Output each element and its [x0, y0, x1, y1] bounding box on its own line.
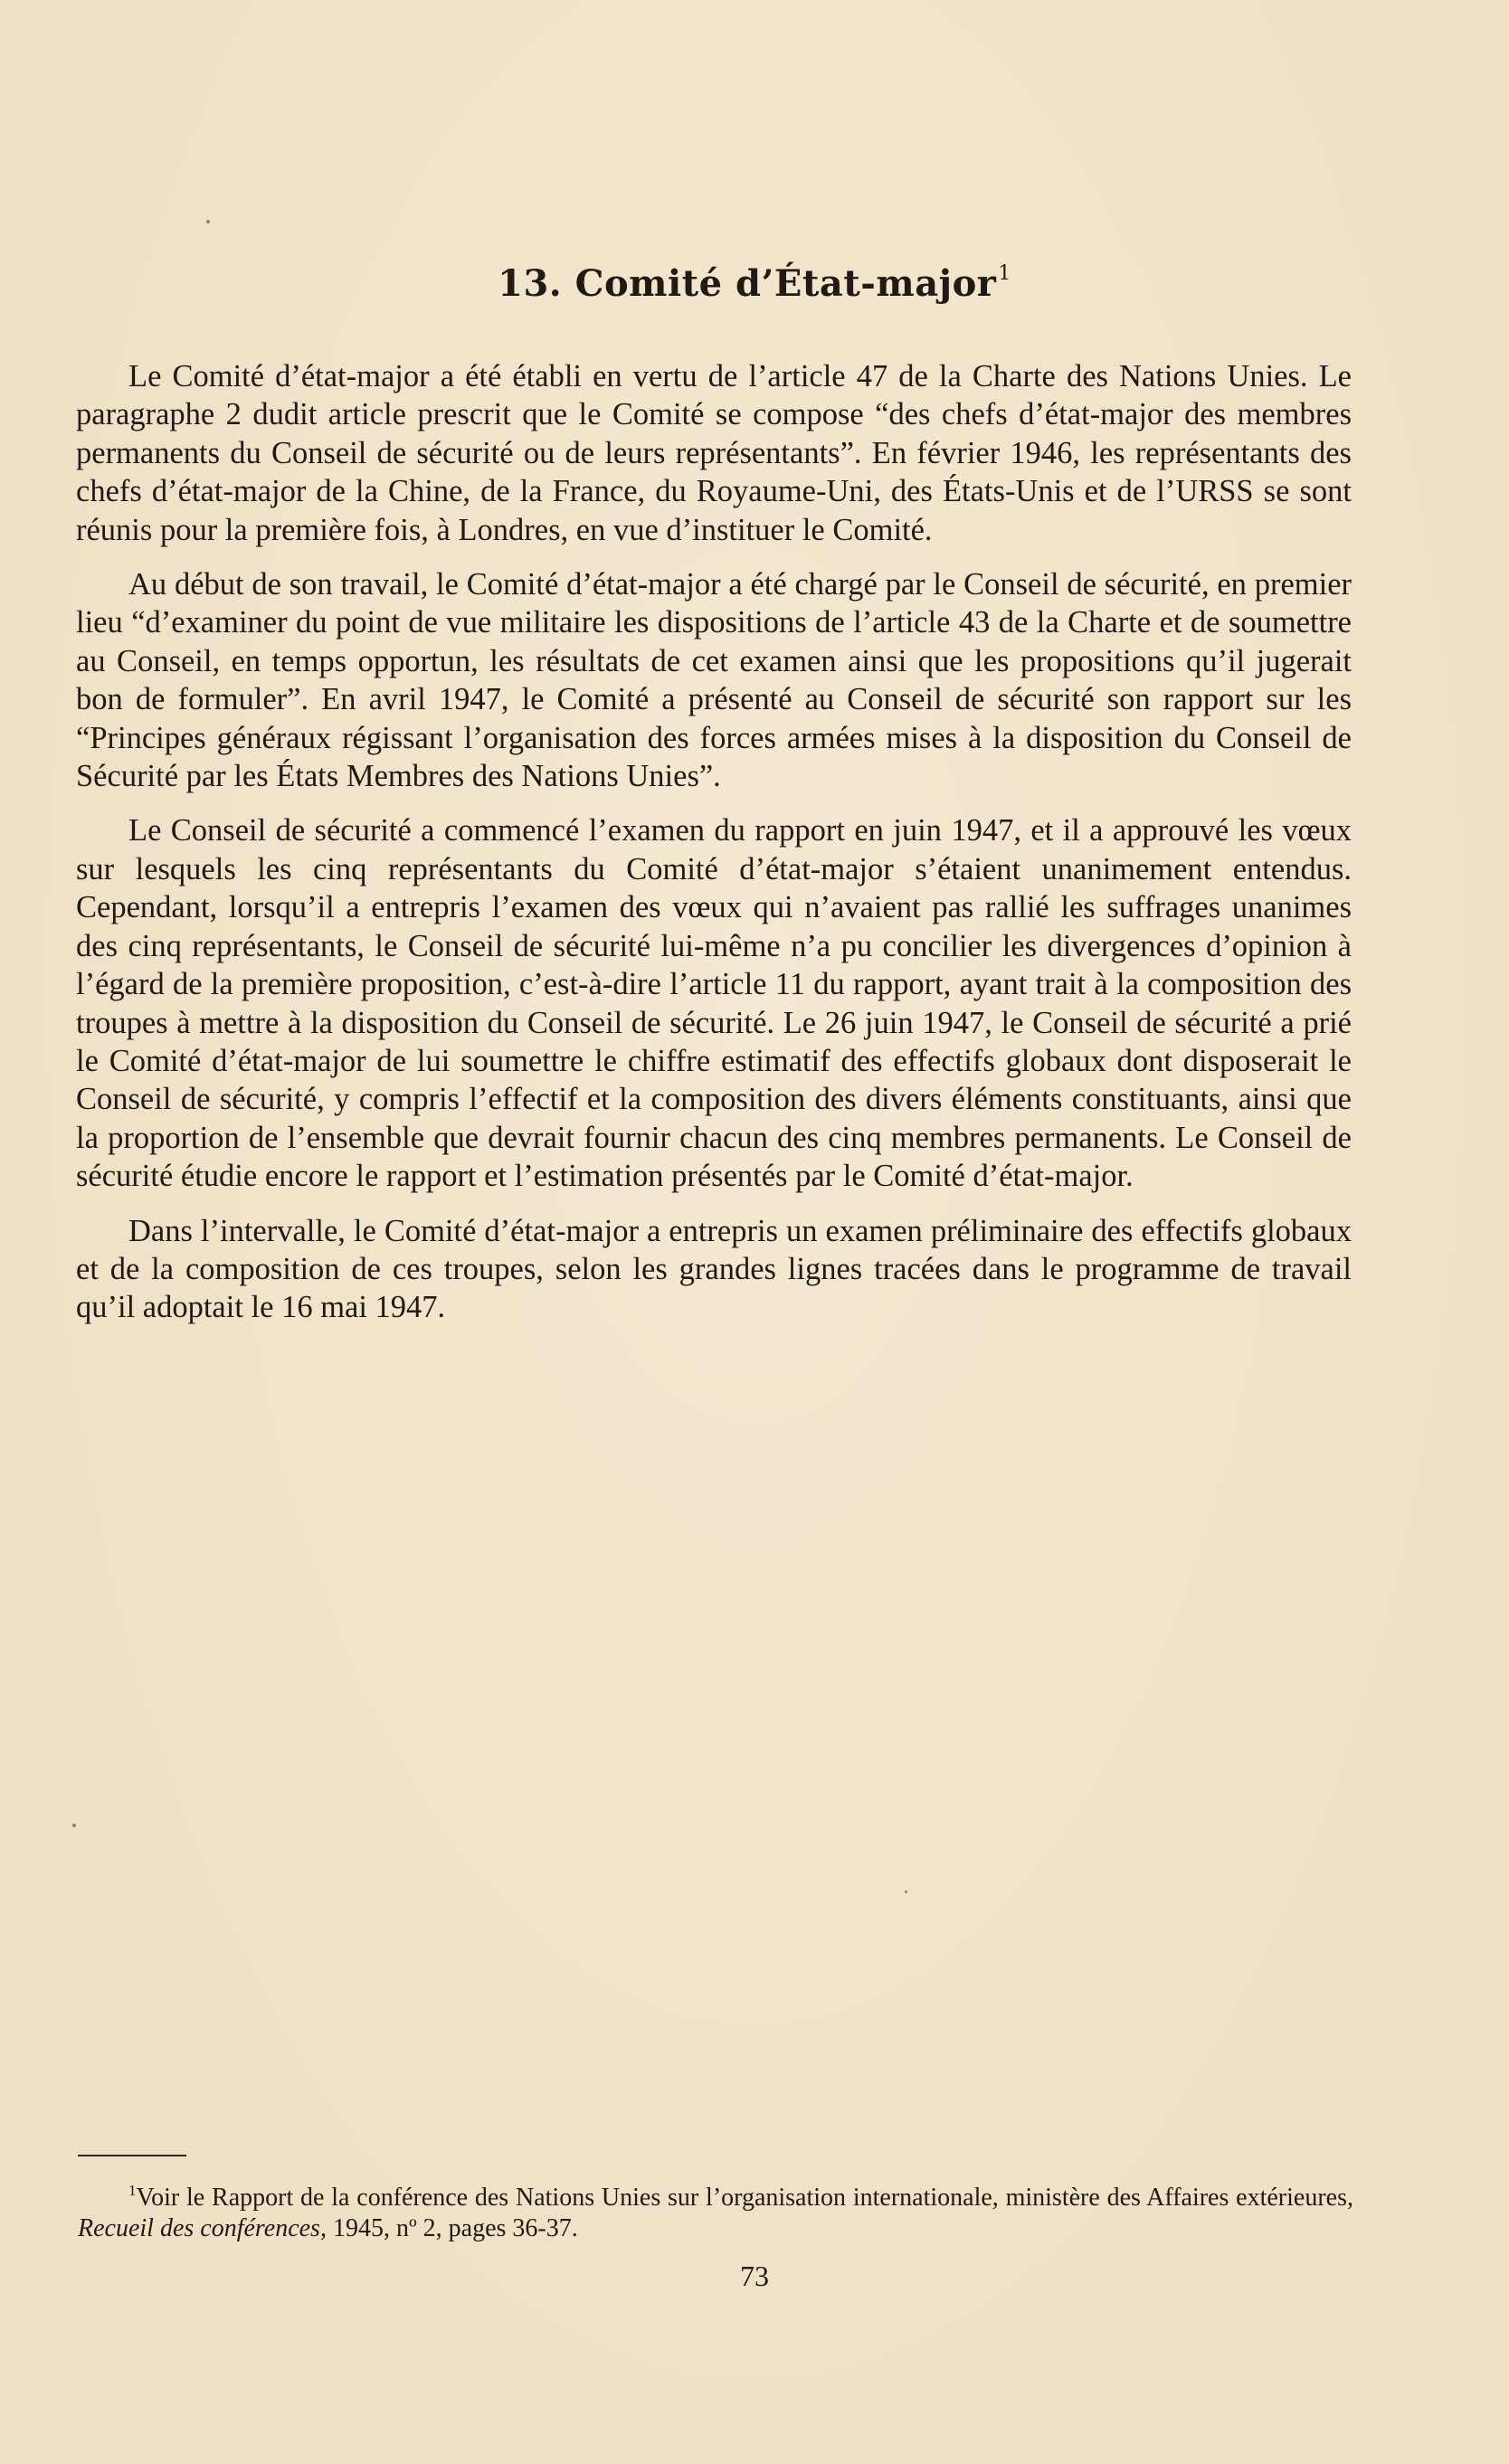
paper-speck: [905, 1891, 907, 1893]
page-number: 73: [740, 2260, 769, 2292]
title-footnote-mark: 1: [998, 262, 1011, 285]
paragraph-1: Le Comité d’état-major a été établi en vertu de l’article 47 de la Charte des Nations Unies. Le paragraphe 2 dudit article prescrit que le Comité se compose “des chefs d’état-major des membres permanents du Conseil de sécurité ou de leurs représentants”. En février 1946, les représentants des chefs d’état-major de la Chine, de la France, du Royaume-Uni, des États-Unis et de l’URSS se sont réunis pour la première fois, à Londres, en vue d’instituer le Comité.: [76, 359, 1352, 547]
footnote-rule: [78, 2155, 186, 2156]
footnote-text-2: 1945, nº 2, pages 36-37.: [326, 2214, 578, 2242]
footnote-text-1: Voir le Rapport de la conférence des Nations Unies sur l’organisation internationale, ministère des Affaires extérieures,: [136, 2184, 1353, 2212]
footnote-mark: 1: [128, 2182, 137, 2199]
body-text: [76, 357, 1352, 1343]
footnote-italic-title: Recueil des conférences,: [78, 2214, 327, 2242]
paragraph-3: Le Conseil de sécurité a commencé l’examen du rapport en juin 1947, et il a approuvé les vœux sur lesquels les cinq représentants du Comité d’état-major s’étaient unanimement entendus. Cependant, lorsqu’il a entrepris l’examen des vœux qui n’avaient pas rallié les suffrages unanimes des cinq représentants, le Conseil de sécurité lui-même n’a pu concilier les divergences d’opinion à l’égard de la première proposition, c’est-à-dire l’article 11 du rapport, ayant trait à la composition des troupes à mettre à la disposition du Conseil de sécurité. Le 26 juin 1947, le Conseil de sécurité a prié le Comité d’état-major de lui soumettre le chiffre estimatif des effectifs globaux dont disposerait le Conseil de sécurité, y compris l’effectif et la composition des divers éléments constituants, ainsi que la proportion de l’ensemble que devrait fournir chacun des cinq membres permanents. Le Conseil de sécurité étudie encore le rapport et l’estimation présentés par le Comité d’état-major.: [76, 813, 1352, 1194]
paragraph-2: Au début de son travail, le Comité d’état-major a été chargé par le Conseil de sécurité, en premier lieu “d’examiner du point de vue militaire les dispositions de l’article 43 de la Charte et de soumettre au Conseil, en temps opportun, les résultats de cet examen ainsi que les propositions qu’il jugerait bon de formuler”. En avril 1947, le Comité a présenté au Conseil de sécurité son rapport sur les “Principes généraux régissant l’organisation des forces armées mises à la disposition du Conseil de Sécurité par les États Membres des Nations Unies”.: [76, 567, 1352, 794]
paragraph-4: Dans l’intervalle, le Comité d’état-major a entrepris un examen préliminaire des effectifs globaux et de la composition de ces troupes, selon les grandes lignes tracées dans le programme de travail qu’il adoptait le 16 mai 1947.: [76, 1213, 1352, 1325]
paper-speck: [206, 220, 210, 223]
paper-speck: [72, 1824, 76, 1827]
section-title-text: 13. Comité d’État-major: [498, 262, 997, 305]
footnote: [78, 2175, 1353, 2244]
section-title: [0, 262, 1509, 305]
